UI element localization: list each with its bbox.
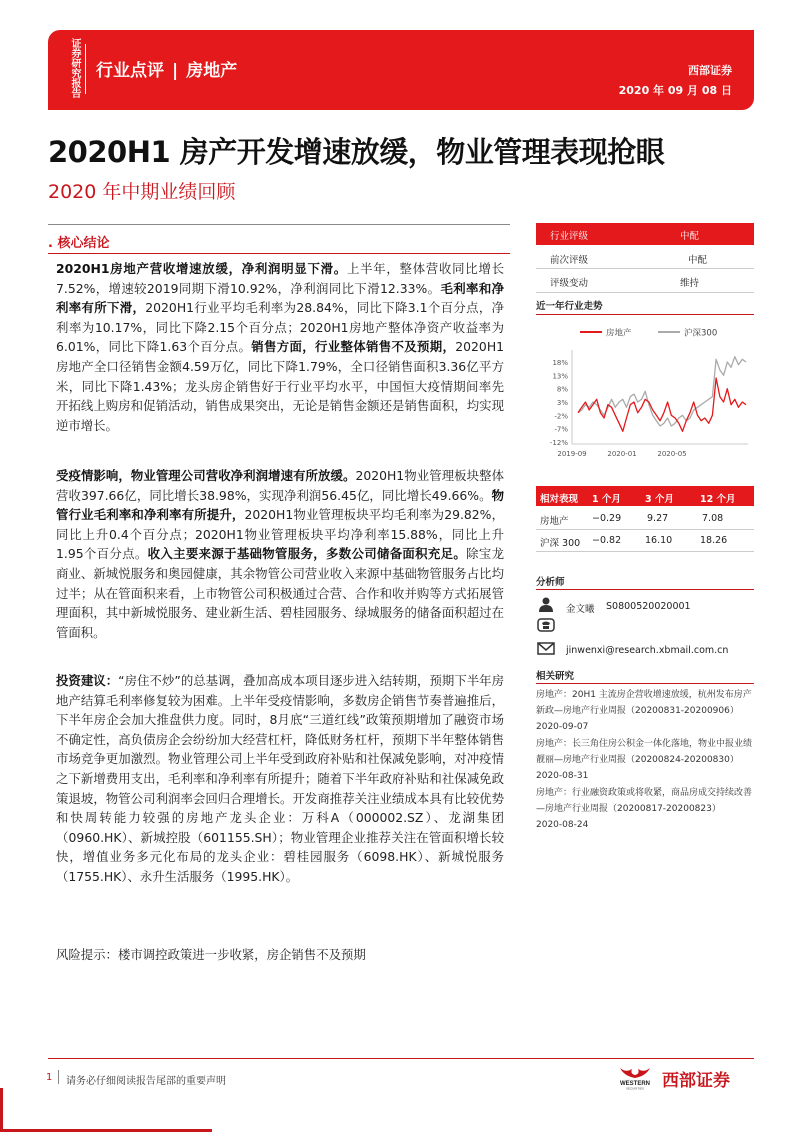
analyst-divider — [536, 589, 754, 590]
related-item[interactable]: 房地产：20H1 主流房企营收增速放缓，杭州发布房产新政—房地产行业周报（20200831-20200906） 2020-09-07 — [536, 690, 752, 732]
paragraph-investment-advice — [56, 671, 504, 887]
report-type-vertical-label: 证券研究报告 — [69, 38, 80, 98]
chart-x-axis — [557, 444, 748, 458]
text-run: “房住不炒”的总基调，叠加高成本项目逐步进入结转期，预期下半年房地产结算毛利率修复较为困难。上半年受疫情影响，多数房企销售节奏普遍推后，下半年房企会加大推盘供力度。同时，8月底“三道红线”政策预期增加了融资市场不确定性，高负债房企会纷纷加大经营杠杆，降低财务杠杆，预期下半年整体销售市场竞争更加激烈。物业管理公司上半年受到政府补贴和社保减免影响，对冲疫情之下新增费用支出，毛利率和净利率有所提升；随着下半年政府补贴和社保减免政策退坡，物管公司利润率会回归合理增长。开发商推荐关注业绩成本具有比较优势和快周转能力较强的房地产龙头企业：万科A（000002.SZ）、龙湖集团（0960.HK）、新城控股（601155.SH）；物业管理企业推荐关注在管面积增长较快，增值业务多元化布局的龙头企业：碧桂园服务（6098.HK）、新城悦服务（1755.HK）、永升生活服务（1995.HK）。 — [56, 673, 505, 884]
industry-trend-chart — [536, 318, 754, 478]
rating-current-label: 行业评级 — [550, 231, 589, 242]
text-run: 2020H1物业管理板块平均毛利率为29.82%，同比上升0.4个百分点；2020H1物业管理板块平均净利率15.88%，同比上升1.95个百分点。 — [56, 507, 505, 562]
related-item[interactable]: 房地产：行业融资政策或将收紧，商品房成交持续改善—房地产行业周报（20200817-20200823） 2020-08-24 — [536, 788, 753, 830]
paragraph-real-estate — [56, 259, 504, 435]
page-number: 1 — [46, 1072, 53, 1083]
rating-row-divider — [536, 292, 754, 293]
x-tick-label: 2019-09 — [557, 450, 587, 458]
industry-label: 房地产 — [186, 61, 238, 81]
rating-change-label: 评级变动 — [550, 278, 589, 289]
text-run: 上半年，整体营收同比增长7.52%，增速较2019同期下滑10.92%，净利润同比下滑12.33%。 — [56, 261, 504, 296]
x-tick-label: 2020-01 — [607, 450, 637, 458]
perf-row-3m: 16.10 — [645, 535, 673, 546]
trend-divider — [536, 314, 754, 315]
bullet-dot: . — [48, 236, 58, 251]
banner-title — [96, 56, 237, 81]
perf-header-1m: 1 个月 — [592, 494, 621, 505]
rating-current-value: 中配 — [680, 231, 700, 242]
banner-divider — [85, 44, 86, 94]
email-icon — [537, 640, 555, 656]
rating-previous-value: 中配 — [688, 255, 708, 266]
footer-disclaimer: 请务必仔细阅读报告尾部的重要声明 — [66, 1076, 226, 1087]
company-logo-icon — [612, 1066, 658, 1090]
key-conclusion-heading: . 核心结论 — [48, 236, 110, 251]
page-title: 2020H1 房产开发增速放缓，物业管理表现抢眼 — [48, 135, 665, 169]
bold-run: 收入主要来源于基础物管服务，多数公司储备面积充足。 — [147, 546, 467, 562]
y-tick-label: -2% — [554, 412, 568, 421]
y-tick-label: 13% — [552, 372, 568, 381]
text-run: 除宝龙商业、新城悦服务和奥园健康，其余物管公司营业收入来源中基础物管服务占比均过半；从在管面积来看，上市物管公司积极通过合营、合作和收并购等方式拓展管理面积，其中新城悦服务、建业新生活、碧桂园服务、绿城服务的储备面积超过在管面积。 — [56, 546, 505, 640]
analyst-heading: 分析师 — [536, 577, 565, 588]
perf-header-3m: 3 个月 — [645, 494, 674, 505]
analyst-certificate: S0800520020001 — [606, 601, 691, 612]
rating-change-value: 维持 — [680, 278, 700, 289]
series-line-real-estate — [578, 378, 746, 431]
svg-text:WESTERN: WESTERN — [620, 1081, 650, 1087]
perf-row-name: 沪深 300 — [540, 538, 581, 549]
y-tick-label: 3% — [556, 399, 568, 407]
svg-text:SECURITIES: SECURITIES — [625, 1086, 645, 1090]
analyst-email[interactable]: jinwenxi@research.xbmail.com.cn — [566, 645, 729, 656]
footer-divider — [48, 1058, 754, 1059]
legend-label: 房地产 — [606, 328, 632, 339]
y-tick-label: -7% — [554, 425, 568, 434]
company-logo-text: 西部证券 — [662, 1071, 730, 1091]
y-tick-label: 18% — [552, 359, 568, 367]
perf-header-name: 相对表现 — [540, 494, 579, 505]
bold-run: 投资建议： — [56, 673, 119, 688]
perf-row-12m: 7.08 — [702, 513, 724, 524]
related-item[interactable]: 房地产：长三角住房公积金一体化落地，物业中报业绩靓丽—房地产行业周报（20200824-20200830） 2020-08-31 — [536, 739, 753, 781]
perf-row-name: 房地产 — [540, 516, 569, 527]
report-date: 2020 年 09 月 08 日 — [618, 84, 732, 97]
perf-row-3m: 9.27 — [647, 513, 669, 524]
category-separator: | — [172, 61, 179, 81]
bold-run: 2020H1房地产营收增速放缓，净利润明显下滑。 — [56, 261, 347, 276]
x-tick-label: 2020-05 — [657, 450, 687, 458]
footer-separator — [58, 1070, 59, 1084]
rating-previous-label: 前次评级 — [550, 255, 589, 266]
legend-label: 沪深300 — [684, 328, 718, 339]
analyst-name: 金文曦 — [566, 604, 595, 615]
bold-run: 毛利率和净利率有所下滑， — [56, 280, 505, 316]
page-corner-decoration — [0, 1088, 212, 1132]
chart-y-axis — [550, 350, 572, 447]
title-divider — [48, 224, 510, 225]
trend-title: 近一年行业走势 — [536, 301, 603, 312]
rating-row-divider — [536, 268, 754, 269]
paragraph-property-management — [56, 466, 504, 642]
perf-row-1m: −0.29 — [592, 513, 622, 524]
bold-run: 销售方面，行业整体销售不及预期， — [251, 339, 456, 355]
perf-row-divider — [536, 529, 754, 530]
related-research-heading: 相关研究 — [536, 671, 575, 682]
paragraph-risk-warning: 风险提示：楼市调控政策进一步收紧，房企销售不及预期 — [56, 947, 366, 962]
perf-row-divider — [536, 551, 754, 552]
key-conclusion-divider — [48, 253, 510, 254]
perf-row-1m: −0.82 — [592, 535, 622, 546]
chart-legend — [580, 328, 717, 339]
y-tick-label: -12% — [549, 439, 568, 447]
person-icon — [537, 596, 555, 612]
perf-header-12m: 12 个月 — [700, 494, 736, 505]
broker-name: 西部证券 — [688, 64, 732, 77]
phone-icon — [537, 617, 555, 633]
related-research-divider — [536, 683, 754, 684]
page-subtitle: 2020 年中期业绩回顾 — [48, 181, 236, 203]
bold-run: 受疫情影响，物业管理公司营收净利润增速有所放缓。 — [56, 468, 356, 483]
y-tick-label: 8% — [556, 385, 568, 394]
text-run: 2020H1房地产全口径销售金额4.59万亿，同比下降1.79%，全口径销售面积3.36亿平方米，同比下降1.43%；龙头房企销售好于行业平均水平，中国恒大疫情期间率先开拓线上购房和促销活动，销售成果突出，无论是销售金额还是销售面积，均实现逆市增长。 — [56, 339, 505, 433]
text-run: 2020H1物业管理板块整体营收397.66亿，同比增长38.98%，实现净利润56.45亿，同比增长49.66%。 — [56, 468, 505, 503]
text-run: 2020H1行业平均毛利率为28.84%，同比下降3.1个百分点，净利率为10.17%，同比下降2.15个百分点；2020H1房地产整体净资产收益率为6.01%，同比下降1.63个百分点。 — [56, 300, 505, 355]
perf-row-12m: 18.26 — [700, 535, 728, 546]
bold-run: 物管行业毛利率和净利率有所提升， — [56, 487, 504, 523]
category-label: 行业点评 — [96, 61, 164, 81]
chart-series — [578, 357, 746, 432]
